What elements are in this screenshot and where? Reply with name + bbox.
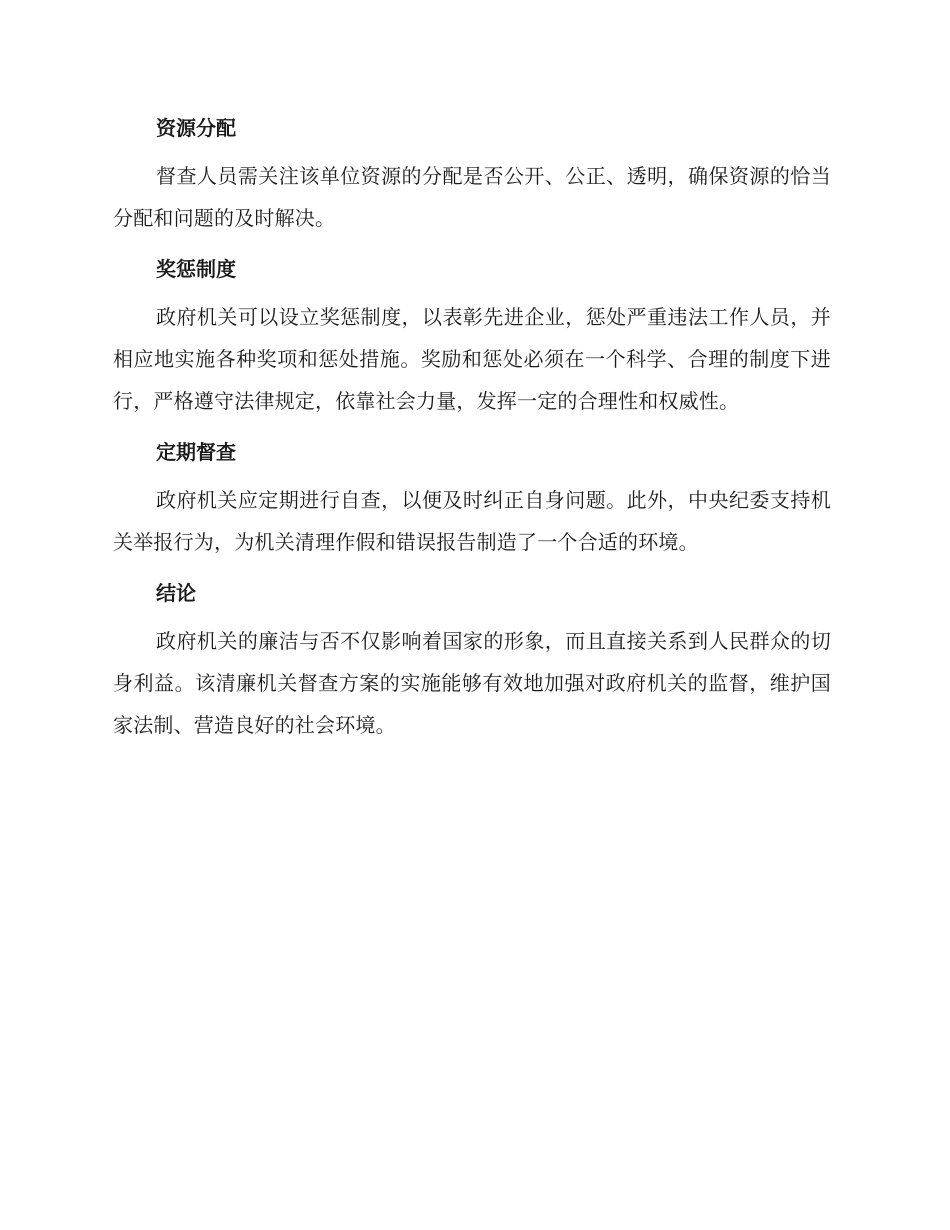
section-paragraph: 政府机关的廉洁与否不仅影响着国家的形象，而且直接关系到人民群众的切身利益。该清廉机关督查方案的实施能够有效地加强对政府机关的监督，维护国家法制、营造良好的社会环境。 bbox=[113, 629, 831, 737]
section-heading: 定期督查 bbox=[156, 440, 236, 464]
section-reward-punishment bbox=[113, 249, 831, 422]
section-heading: 奖惩制度 bbox=[156, 257, 236, 281]
section-heading: 结论 bbox=[156, 581, 196, 605]
document-page bbox=[113, 108, 831, 756]
section-paragraph: 政府机关可以设立奖惩制度，以表彰先进企业，惩处严重违法工作人员，并相应地实施各种奖项和惩处措施。奖励和惩处必须在一个科学、合理的制度下进行，严格遵守法律规定，依靠社会力量，发挥一定的合理性和权威性。 bbox=[113, 305, 831, 413]
section-resource-allocation bbox=[113, 108, 831, 239]
section-conclusion bbox=[113, 573, 831, 746]
section-regular-inspection bbox=[113, 432, 831, 563]
section-heading: 资源分配 bbox=[156, 116, 236, 140]
section-paragraph: 督查人员需关注该单位资源的分配是否公开、公正、透明，确保资源的恰当分配和问题的及时解决。 bbox=[113, 164, 831, 230]
section-paragraph: 政府机关应定期进行自查，以便及时纠正自身问题。此外，中央纪委支持机关举报行为，为机关清理作假和错误报告制造了一个合适的环境。 bbox=[113, 488, 831, 554]
